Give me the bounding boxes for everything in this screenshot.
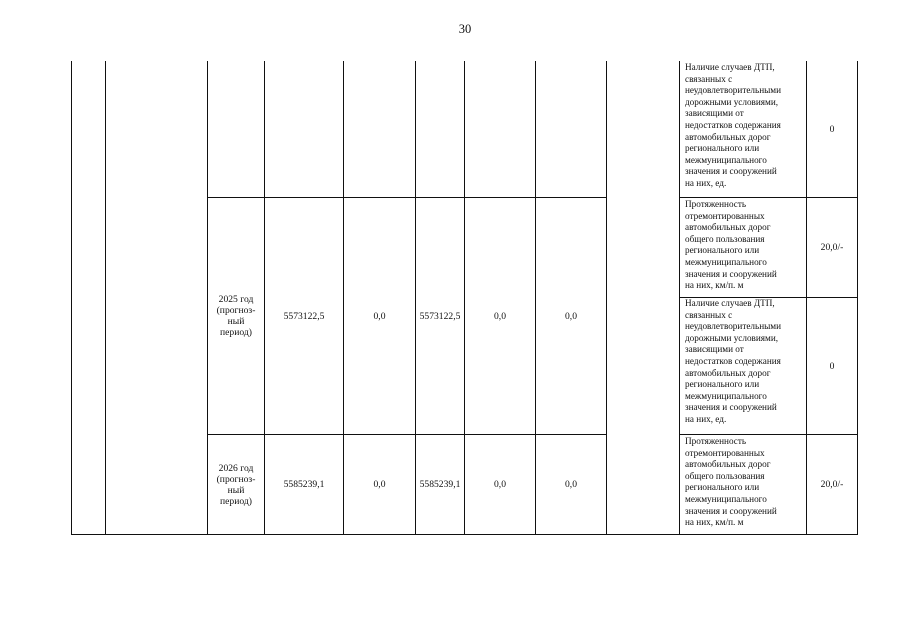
table-border-bottom <box>71 534 858 535</box>
indicator-text: Наличие случаев ДТП, связанных с неудовлетворительными дорожными условиями, зависящими от недостатков содержания автомобильных дорог регионального или межмуниципального значения и сооружений на них, ед. <box>685 62 782 188</box>
amount-cell: 0,0 <box>565 479 577 490</box>
indicator-value: 20,0/- <box>820 479 844 490</box>
period-cell: 2025 год (прогноз- ный период) <box>216 294 256 338</box>
amount-cell: 0,0 <box>494 479 506 490</box>
indicator-value: 0 <box>829 360 835 372</box>
indicator-text: Протяженность отремонтированных автомобильных дорог общего пользования регионального или межмуниципального значения и сооружений на них, км/п. м <box>685 436 777 528</box>
indicator-value: 0 <box>829 123 835 135</box>
amount-cell: 5573122,5 <box>419 310 461 322</box>
amount-cell: 0,0 <box>373 310 386 322</box>
indicator-text: Протяженность отремонтированных автомобильных дорог общего пользования регионального или межмуниципального значения и сооружений на них, км/п. м <box>685 199 777 291</box>
column-divider <box>679 61 680 535</box>
amount-cell: 0,0 <box>494 310 506 322</box>
amount-total-cell: 5573122,5 <box>283 310 325 322</box>
column-divider <box>105 61 106 535</box>
indicator-value: 20,0/- <box>820 242 844 253</box>
column-divider <box>606 61 607 535</box>
amount-cell: 0,0 <box>373 479 386 490</box>
amount-cell: 0,0 <box>565 310 577 322</box>
amount-cell: 5585239,1 <box>419 479 461 490</box>
amount-total-cell: 5585239,1 <box>283 479 325 490</box>
table-border-left <box>71 61 72 535</box>
indicator-text: Наличие случаев ДТП, связанных с неудовлетворительными дорожными условиями, зависящими от недостатков содержания автомобильных дорог регионального или межмуниципального значения и сооружений на них, ед. <box>685 298 782 424</box>
page-number: 30 <box>458 22 472 36</box>
table-border-right <box>857 61 858 535</box>
period-cell: 2026 год (прогноз- ный период) <box>216 462 256 507</box>
